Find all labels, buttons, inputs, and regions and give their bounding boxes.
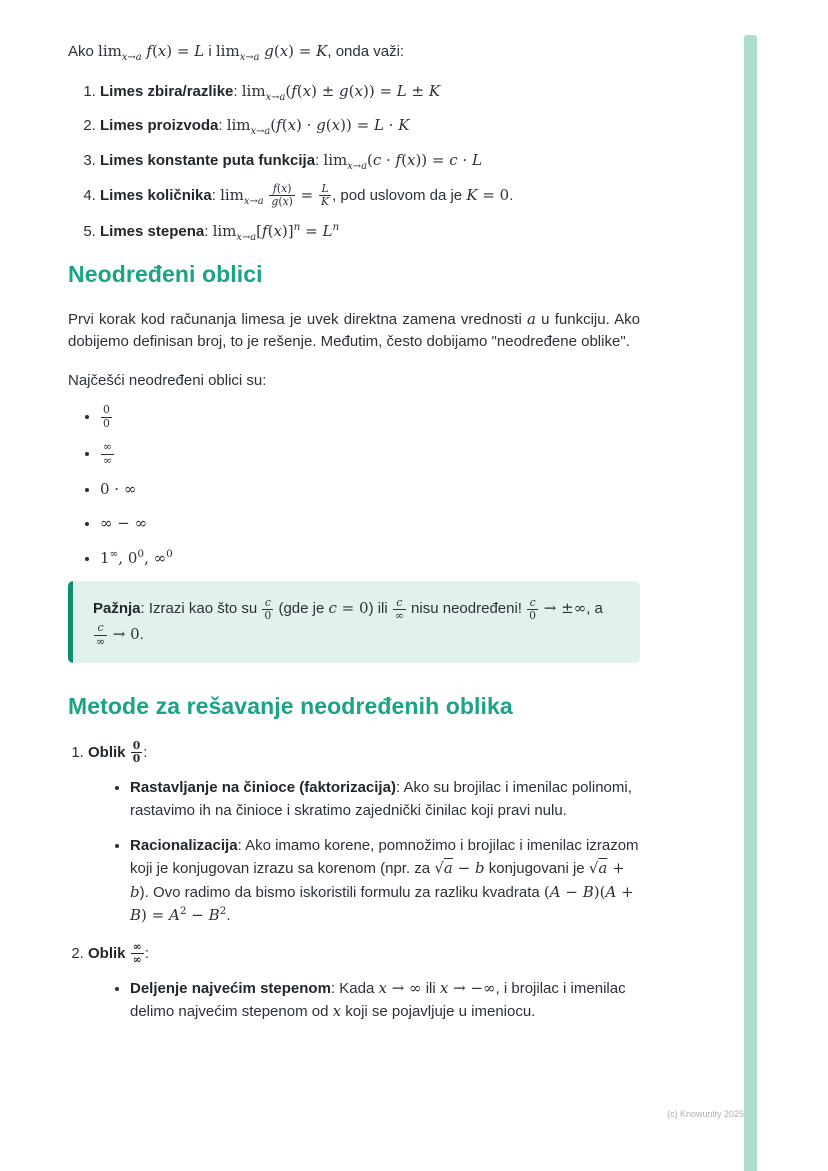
list-item-rule-3: 3. Limes konstante puta funkcija: $\lim_{x\to a}(c \cdot f(x)) = c \cdot L$	[100, 149, 640, 173]
warning-callout	[68, 581, 640, 663]
limit-rules-list	[68, 80, 640, 244]
method-item-2-sublist	[88, 977, 640, 1024]
method-item-2-sub-1: • Deljenje najvećim stepenom: Kada x → ∞ ili x → −∞, i brojilac i imenilac delimo najvećim stepenom od x koji se pojavljuje u imeniocu.	[130, 977, 640, 1024]
section1-lead: Najčešći neodređeni oblici su:	[68, 371, 267, 389]
section-heading-neodredjeni-oblici: Neodređeni oblici	[68, 261, 263, 288]
list-item-form-1: • $\frac{0}{0}$	[100, 404, 640, 430]
warning-callout-text: Pažnja: Izrazi kao što su $\frac{c}{0}$ (gde je c = 0) ili c ∞ nisu neodređeni! $\frac{c}{0}$ → ±∞, a c ∞ → 0.	[93, 595, 603, 648]
methods-list	[68, 740, 640, 1024]
section1-paragraph: Prvi korak kod računanja limesa je uvek direktna zamena vrednosti a u funkciju. Ako dobijemo definisan broj, to je rešenje. Međutim, često dobijamo "neodređene oblike".	[68, 309, 640, 351]
list-item-form-2: • ∞ ∞	[100, 441, 640, 467]
section-heading-metode: Metode za rešavanje neodređenih oblika	[68, 693, 513, 720]
method-item-1-sub-1: • Rastavljanje na činioce (faktorizacija): Ako su brojilac i imenilac polinomi, rastavimo ih na činioce i skratimo zajednički činilac koji pravi nulu.	[130, 776, 640, 823]
list-item-rule-4: 4. Limes količnika: $\lim_{x\to a}$ $\frac{f(x)}{g(x)}$ = $\frac{L}{K}$ , pod uslovom da je K = 0.	[100, 183, 640, 209]
method-item-2-label: Oblik ∞ ∞ :	[88, 940, 149, 967]
method-item-1	[88, 740, 640, 927]
method-item-1-label: Oblik $\frac{0}{0}$ :	[88, 738, 148, 766]
method-item-1-sublist	[88, 776, 640, 928]
watermark: (c) Knowunity 2025	[666, 1109, 744, 1119]
list-item-form-5: • 1∞, $0^0$, ∞$^0$	[100, 547, 640, 571]
list-item-form-3: • 0 · ∞	[100, 478, 640, 502]
page-edge-accent-bar	[744, 35, 757, 1171]
method-item-2	[88, 941, 640, 1023]
intro-paragraph: Ako $\lim_{x\to a} f(x) = L$ i $\lim_{x\to a} g(x) = K$, onda važi:	[68, 42, 405, 63]
list-item-rule-1: 1. Limes zbira/razlike: $\lim_{x\to a}(f(x) \pm g(x)) = L \pm K$	[100, 80, 640, 104]
method-item-1-sub-2: • Racionalizacija: Ako imamo korene, pomnožimo i brojilac i imenilac izrazom koji je konjugovan izrazu sa korenom (npr. za √a − b konjugovani je √a + b). Ovo radimo da bismo iskoristili formulu za razliku kvadrata $(A - B)(A + B) = A^2 - B^2$.	[130, 834, 640, 927]
document-content	[68, 40, 640, 1037]
indeterminate-forms-list	[68, 404, 640, 570]
list-item-rule-2: 2. Limes proizvoda: $\lim_{x\to a}(f(x) \cdot g(x)) = L \cdot K$	[100, 114, 640, 138]
list-item-rule-5: 5. Limes stepena: $\lim_{x\to a}[f(x)]^n = L^n$	[100, 220, 640, 244]
list-item-form-4: • ∞ − ∞	[100, 512, 640, 536]
